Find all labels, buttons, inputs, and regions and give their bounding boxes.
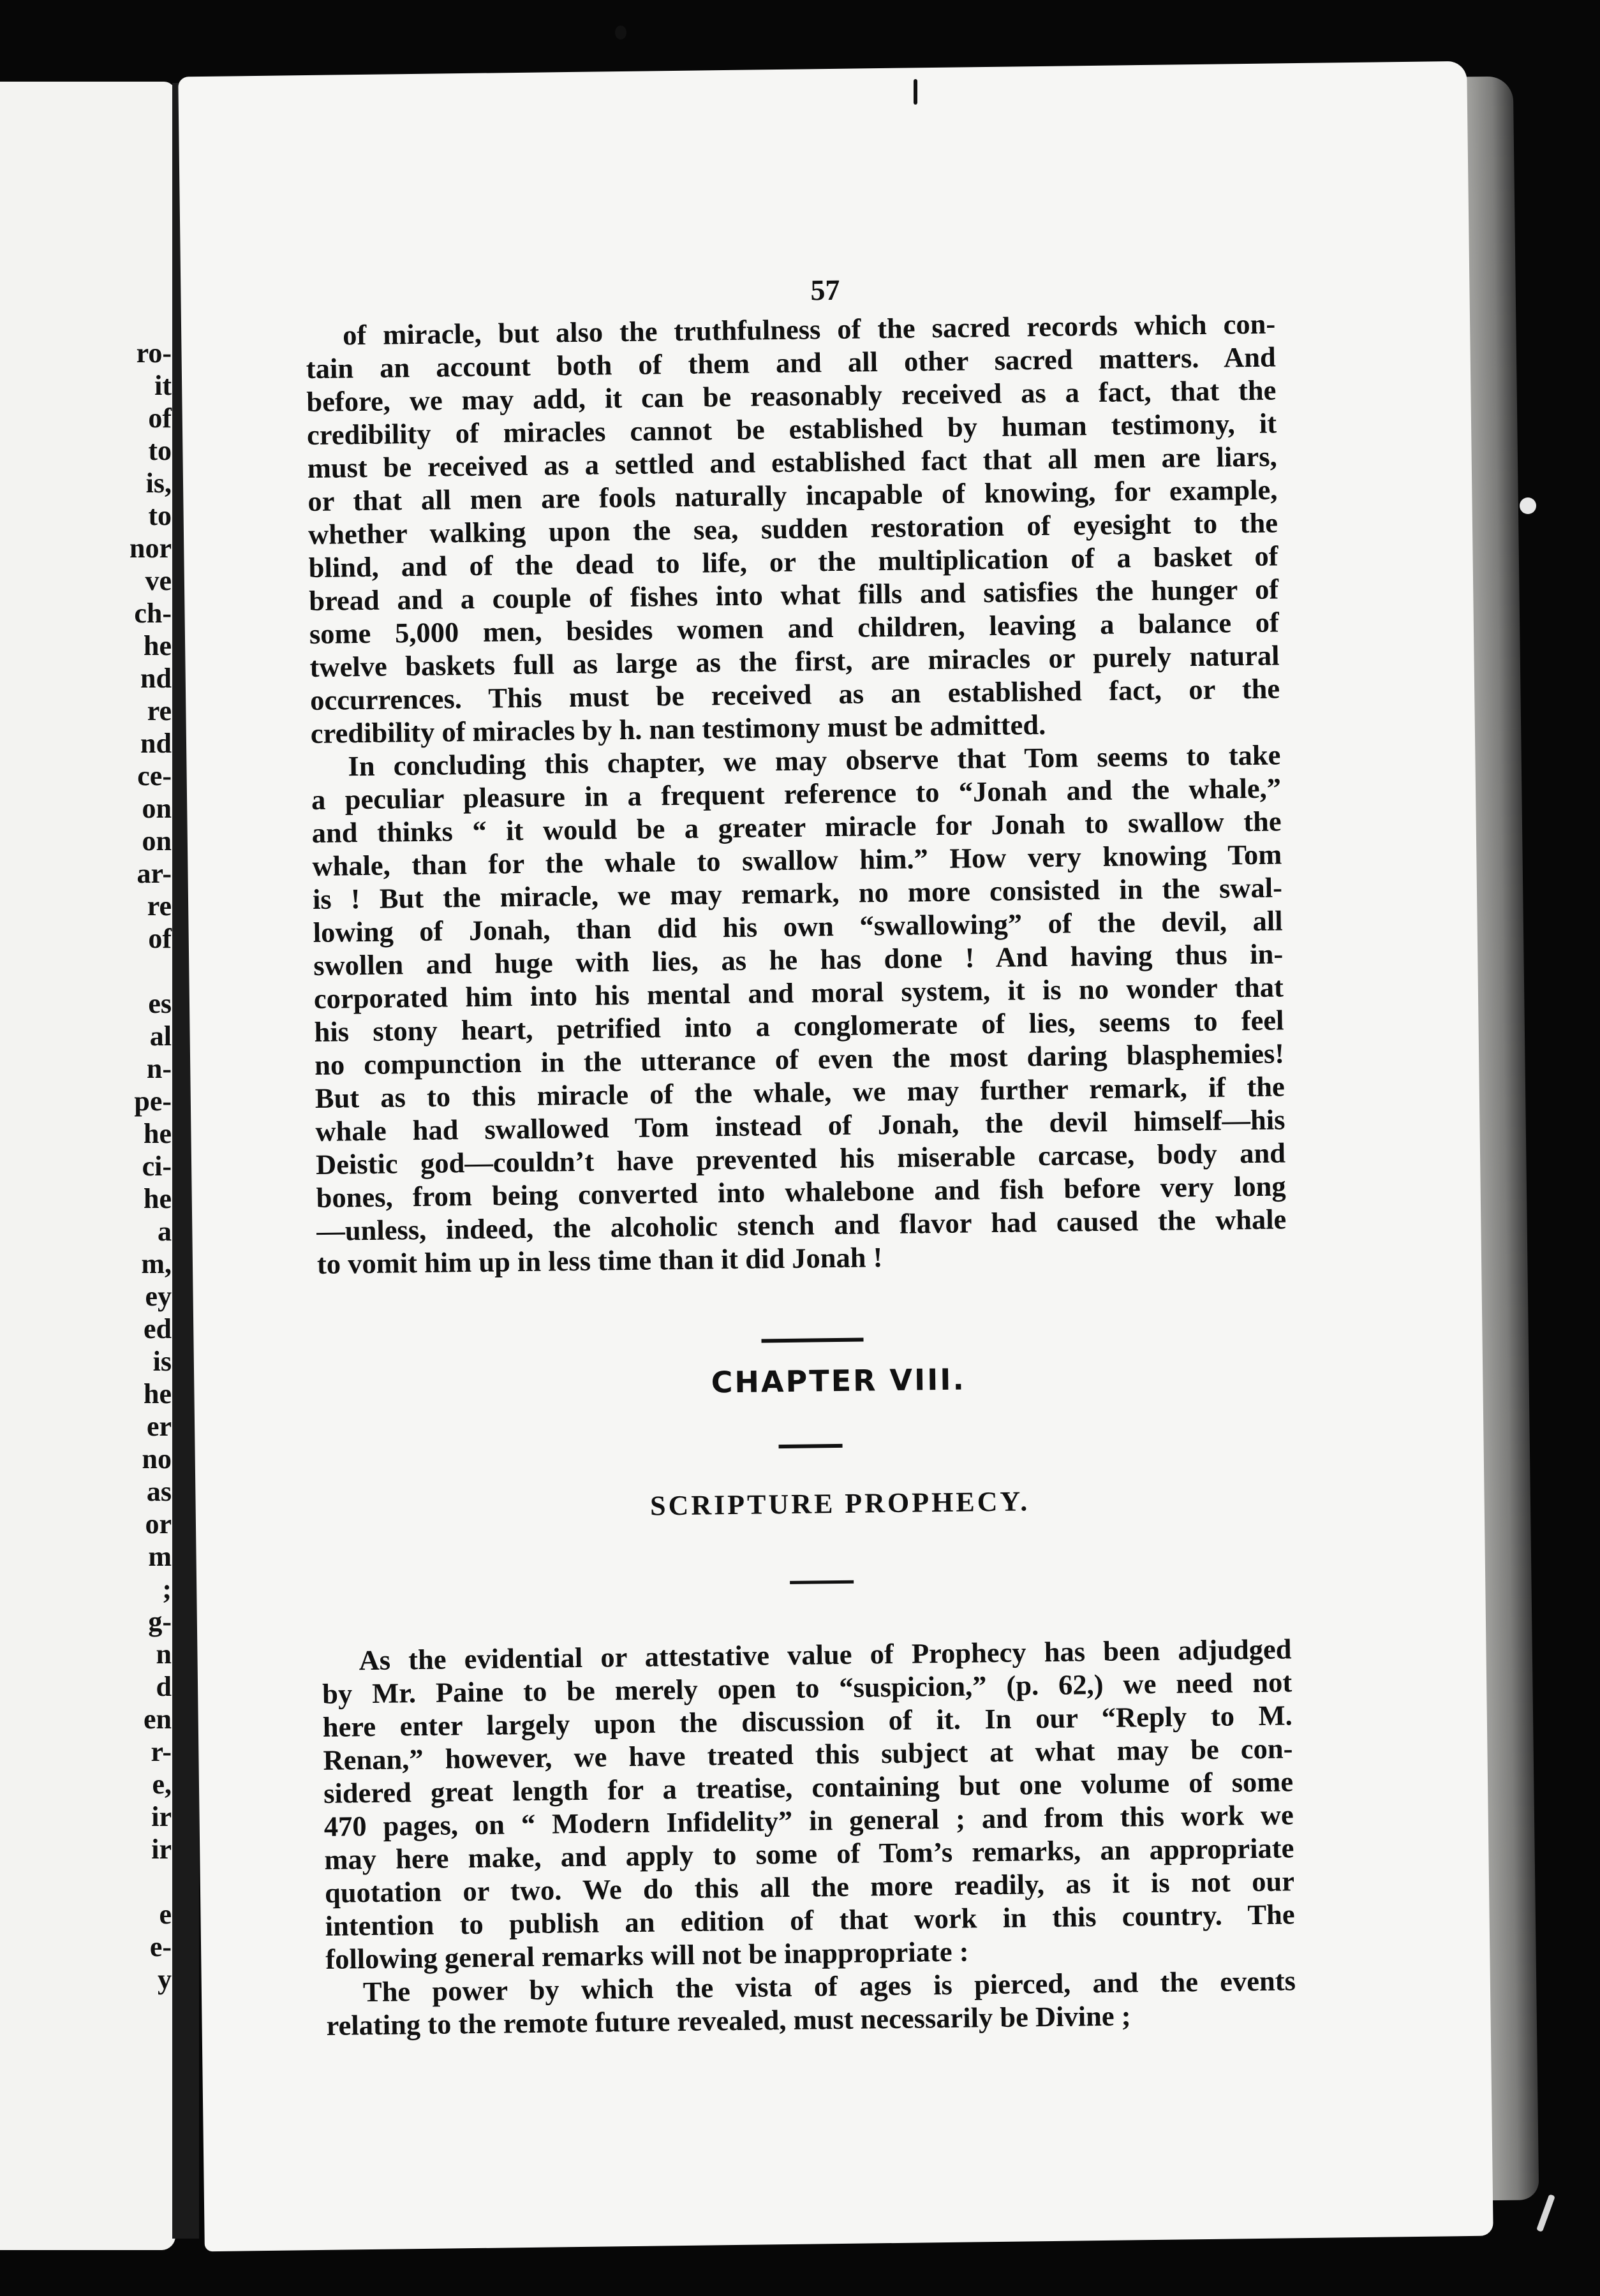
- section-heading: SCRIPTURE PROPHECY.: [649, 1485, 1030, 1522]
- ink-speck: [1520, 497, 1536, 514]
- left-edge-line: he: [144, 1183, 172, 1214]
- rule-top: [761, 1337, 863, 1343]
- left-edge-line: it: [154, 370, 172, 401]
- left-edge-line: as: [146, 1476, 172, 1507]
- left-edge-line: he: [144, 630, 172, 661]
- text-line: credibility of miracles cannot be established by human testimony, it: [306, 407, 1277, 452]
- text-line: blind, and of the dead to life, or the multiplication of a basket of: [308, 540, 1278, 584]
- left-edge-line: en: [144, 1704, 172, 1735]
- text-line: bread and a couple of fishes into what fills and satisfies the hunger of: [308, 573, 1279, 617]
- text-line: 470 pages, on “ Modern Infidelity” in general ; and from this work we: [323, 1799, 1294, 1843]
- rule-bottom: [790, 1580, 854, 1584]
- left-edge-line: ci-: [142, 1151, 172, 1182]
- left-edge-line: to: [148, 435, 172, 466]
- chapter-heading: CHAPTER VIII.: [711, 1362, 967, 1400]
- text-line: intention to publish an edition of that work in this country. The: [325, 1898, 1295, 1942]
- text-line: sidered great length for a treatise, containing but one volume of some: [323, 1765, 1294, 1809]
- text-line: twelve baskets full as large as the first, are miracles or purely natural: [309, 639, 1280, 684]
- left-edge-line: e: [159, 1899, 172, 1930]
- text-line: to vomit him up in less time than it did Jonah !: [316, 1241, 883, 1280]
- left-edge-line: er: [146, 1411, 172, 1442]
- left-edge-line: ed: [144, 1313, 172, 1344]
- paragraph-3: [322, 1632, 1295, 1976]
- text-block-lower: [322, 1632, 1296, 2042]
- text-line: swollen and huge with lies, as he has done ! And having thus in-: [313, 938, 1284, 982]
- left-edge-line: e,: [152, 1769, 172, 1800]
- text-line: or that all men are fools naturally incapable of knowing, for example,: [307, 473, 1278, 518]
- left-edge-line: to: [148, 500, 172, 531]
- left-edge-line: m,: [141, 1248, 172, 1279]
- text-line: may here make, and apply to some of Tom’s remarks, an appropriate: [324, 1832, 1294, 1876]
- text-line: In concluding this chapter, we may observe that Tom seems to take: [348, 739, 1281, 783]
- left-edge-line: nd: [140, 663, 172, 694]
- left-edge-line: g-: [148, 1606, 172, 1637]
- text-line: bones, from being converted into whalebone and fish before very long: [316, 1170, 1286, 1214]
- text-line: before, we may add, it can be reasonably received as a fact, that the: [306, 374, 1277, 418]
- left-page-edge-text: [95, 337, 172, 1996]
- left-edge-line: ce-: [137, 760, 172, 791]
- text-line: no compunction in the utterance of even the most daring blasphemies!: [314, 1037, 1285, 1081]
- text-line: following general remarks will not be inappropriate :: [325, 1935, 969, 1975]
- left-edge-line: m: [148, 1541, 172, 1572]
- left-edge-line: ir: [151, 1801, 172, 1832]
- text-line: The power by which the vista of ages is pierced, and the events: [362, 1964, 1296, 2008]
- right-page: [178, 61, 1493, 2251]
- ink-speck: [914, 79, 917, 105]
- paragraph-4: [326, 1964, 1296, 2042]
- left-edge-line: pe-: [134, 1085, 172, 1117]
- left-edge-line: is,: [145, 467, 172, 499]
- paragraph-1: [306, 307, 1280, 750]
- left-edge-line: n-: [146, 1053, 172, 1084]
- text-line: his stony heart, petrified into a conglomerate of lies, seems to feel: [314, 1004, 1284, 1048]
- left-edge-line: ;: [162, 1573, 172, 1605]
- left-edge-line: nd: [140, 728, 172, 759]
- text-line: As the evidential or attestative value of Prophecy has been adjudged: [359, 1633, 1292, 1677]
- left-edge-line: of: [148, 402, 172, 434]
- paragraph-2: [311, 738, 1287, 1281]
- text-line: tain an account both of them and all other sacred matters. And: [306, 341, 1277, 385]
- text-line: some 5,000 men, besides women and children, leaving a balance of: [309, 606, 1280, 651]
- text-line: —unless, indeed, the alcoholic stench and flavor had caused the whale: [316, 1203, 1287, 1247]
- text-line: corporated him into his mental and moral system, it is no wonder that: [313, 971, 1284, 1015]
- left-page: [0, 82, 175, 2250]
- left-edge-line: re: [147, 890, 172, 922]
- text-line: must be received as a settled and established fact that all men are liars,: [307, 440, 1277, 485]
- text-line: occurrences. This must be received as an established fact, or the: [309, 672, 1280, 717]
- left-edge-line: on: [142, 825, 172, 857]
- rule-middle: [779, 1444, 843, 1448]
- text-line: Renan,” however, we have treated this subject at what may be con-: [323, 1732, 1293, 1776]
- page-number: 57: [810, 273, 840, 307]
- text-line: whale, than for the whale to swallow him.” How very knowing Tom: [312, 838, 1282, 882]
- left-edge-line: ch-: [134, 598, 172, 629]
- left-edge-line: re: [147, 695, 172, 726]
- text-block-upper: [306, 307, 1287, 1280]
- left-edge-line: n: [156, 1638, 172, 1670]
- left-edge-line: of: [148, 923, 172, 954]
- left-edge-line: d: [156, 1671, 172, 1702]
- text-line: of miracle, but also the truthfulness of the sacred records which con-: [342, 307, 1276, 351]
- left-edge-line: he: [144, 1378, 172, 1409]
- text-line: here enter largely upon the discussion of it. In our “Reply to M.: [322, 1699, 1293, 1743]
- left-edge-line: ro-: [136, 337, 172, 369]
- left-edge-line: nor: [130, 533, 172, 564]
- left-edge-line: or: [145, 1508, 172, 1540]
- text-line: Deistic god—couldn’t have prevented his miserable carcase, body and: [315, 1137, 1286, 1181]
- text-line: whale had swallowed Tom instead of Jonah, the devil himself—his: [315, 1103, 1285, 1147]
- left-edge-line: on: [142, 793, 172, 824]
- left-edge-line: y: [158, 1964, 172, 1995]
- left-edge-line: e-: [149, 1931, 172, 1962]
- left-edge-line: ar-: [137, 858, 172, 889]
- text-line: credibility of miracles by h. nan testimony must be admitted.: [310, 708, 1046, 750]
- text-line: quotation or two. We do this all the more readily, as it is not our: [324, 1865, 1295, 1909]
- ink-speck: [615, 26, 626, 40]
- left-edge-line: [95, 955, 172, 987]
- left-edge-line: no: [142, 1443, 172, 1475]
- text-line: But as to this miracle of the whale, we may further remark, if the: [315, 1070, 1285, 1114]
- text-line: a peculiar pleasure in a frequent reference to “Jonah and the whale,”: [311, 772, 1282, 816]
- ink-speck: [1536, 2194, 1555, 2232]
- left-edge-line: al: [149, 1020, 172, 1052]
- text-line: and thinks “ it would be a greater miracle for Jonah to swallow the: [311, 805, 1282, 849]
- left-edge-line: he: [144, 1118, 172, 1149]
- left-edge-line: [95, 1866, 172, 1898]
- left-edge-line: r-: [151, 1736, 172, 1767]
- text-line: is ! But the miracle, we may remark, no more consisted in the swal-: [312, 871, 1283, 915]
- left-edge-line: ey: [145, 1281, 172, 1312]
- left-edge-line: ve: [145, 565, 172, 596]
- text-line: by Mr. Paine to be merely open to “suspicion,” (p. 62,) we need not: [322, 1666, 1293, 1710]
- left-edge-line: a: [158, 1216, 172, 1247]
- left-edge-line: is: [152, 1346, 172, 1377]
- left-edge-line: es: [148, 988, 172, 1019]
- text-line: lowing of Jonah, than did his own “swallowing” of the devil, all: [313, 904, 1283, 948]
- text-line: whether walking upon the sea, sudden restoration of eyesight to the: [307, 506, 1278, 551]
- left-edge-line: ir: [151, 1834, 172, 1865]
- text-line: relating to the remote future revealed, must necessarily be Divine ;: [326, 1999, 1131, 2042]
